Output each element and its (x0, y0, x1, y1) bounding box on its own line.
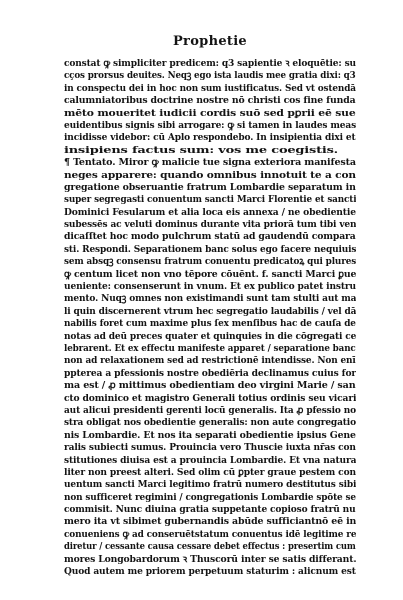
text-line: cto dominico et magistro Generali totius ordinis seu vicari (64, 392, 356, 404)
text-line: nis Lombardie. Et nos ita separati obedientie ipsius Gene (64, 429, 356, 441)
text-line: lebrarent. Et ex effectu manifeste apparet / separatione banc (64, 342, 356, 354)
text-line: uentum sancti Marci legitimo fratrū numero destitutus sibi (64, 479, 356, 491)
text-line: commisit. Nunc diuina gratia suppetante copioso fratrū nu (64, 504, 356, 516)
text-line: ma est / ꝓ mittimus obedientiam deo virgini Marie / san (64, 380, 356, 392)
text-line: ¶ Tentato. Miror ꝙ malicie tue signa exteriora manifesta (64, 157, 356, 169)
text-line: stra obligat nos obedientie generalis: non aute congregatio (64, 417, 356, 429)
text-line: subessēs ac veluti dominus durante vita priorā tum tibi ven (64, 219, 356, 231)
text-line: sem absqꝫ consensu fratrum conuentu predicatoꝝ qui plures (64, 256, 356, 268)
text-line: mero ita vt sibimet gubernandis abūde sufficiantnō eē in (64, 516, 356, 528)
text-line: neges apparere: quando omnibus innotuit te a con (64, 169, 356, 181)
text-line: gregatione obseruantie fratrum Lombardie separatum in (64, 181, 356, 193)
text-line: euidentibus signis sibi arrogare: ꝙ si tamen in laudes meas (64, 119, 356, 131)
text-line: mento. Nuqꝫ omnes non existimandi sunt tam stulti aut ma (64, 293, 356, 305)
text-line: insipiens factus sum: vos me coegistis. (64, 144, 339, 156)
text-line: incidisse videbor: cū Aplo respondebo. In insipientia dixi et (64, 132, 356, 144)
text-line: calumniatoribus doctrine nostre nō christi cos fine funda (64, 95, 356, 107)
text-line: mores Longobardorum ꝛ Thuscorū inter se satis differant. (64, 553, 356, 565)
text-line: aut alicui presidenti gerenti locū generalis. Ita ꝓ pfessio no (64, 404, 356, 416)
text-line: super segregasti conuentum sancti Marci Florentie et sancti (64, 194, 356, 206)
text-line: ꝙ centum licet non vno tēpore cōuēnt. f. sancti Marci ꝑue (64, 268, 356, 280)
text-line: cços prorsus deuites. Neqꝫ ego ista laudis mee gratia dixi: q3 (64, 70, 356, 82)
text-line: non sufficeret regimini / congregationis Lombardie spōte se (64, 491, 356, 503)
text-line: nabilis foret cum maxime plus ſex menſibus hac de cauſa de (64, 318, 356, 330)
text-line: Dominici Fesularum et alia loca eis annexa / ne obedientie (64, 206, 356, 218)
text-line: constat ꝙ simpliciter predicem: q3 sapientie ꝛ eloquētie: su (64, 58, 356, 69)
text-line: mēto moueritet iudicii cordis suō sed pꝑrii eē sue (64, 107, 356, 119)
text-line: non ad relaxationem sed ad restrictionē intendisse. Non enī (64, 355, 356, 367)
text-line: notas ad deū preces quater et quinquies in die cōgregati ce (64, 330, 356, 342)
text-line: diretur / cessante causa cessare debet effectus : presertim cum (64, 541, 356, 553)
text-block (64, 58, 356, 578)
text-line: sti. Respondi. Separationem banc solus ego facere nequiuis (64, 243, 356, 255)
text-line: ralis subiecti sumus. Prouincia vero Thuscie iuxta nr̄as con (64, 442, 356, 454)
text-line: li quin discernerent vtrum hec segregatio laudabilis / vel dā (64, 305, 356, 317)
text-line: ppterea a pfessionis nostre obediēria declinamus cuius for (64, 367, 356, 379)
text-line: liter non preest alteri. Sed olim cū ꝑpter graue pestem con (64, 466, 356, 478)
text-line: dicaſſtet hoc modo pulchrum statū ad gaudendū compara (64, 231, 356, 243)
running-head: Prophetie (172, 34, 248, 49)
text-line: Quod autem me priorem perpetuum staturim : alicnum est (64, 566, 356, 578)
text-line: in conspectu dei in hoc non sum iustificatus. Sed vt ostendā (64, 82, 356, 94)
text-line: conueniens ꝙ ad conseruētstatum conuentus idē legitime re (64, 528, 356, 540)
text-line: stitutiones diuisa est a prouincia Lombardie. Et vna natura (64, 454, 356, 466)
text-line: ueniente: consenserunt in vnum. Et ex publico patet instru (64, 281, 356, 293)
